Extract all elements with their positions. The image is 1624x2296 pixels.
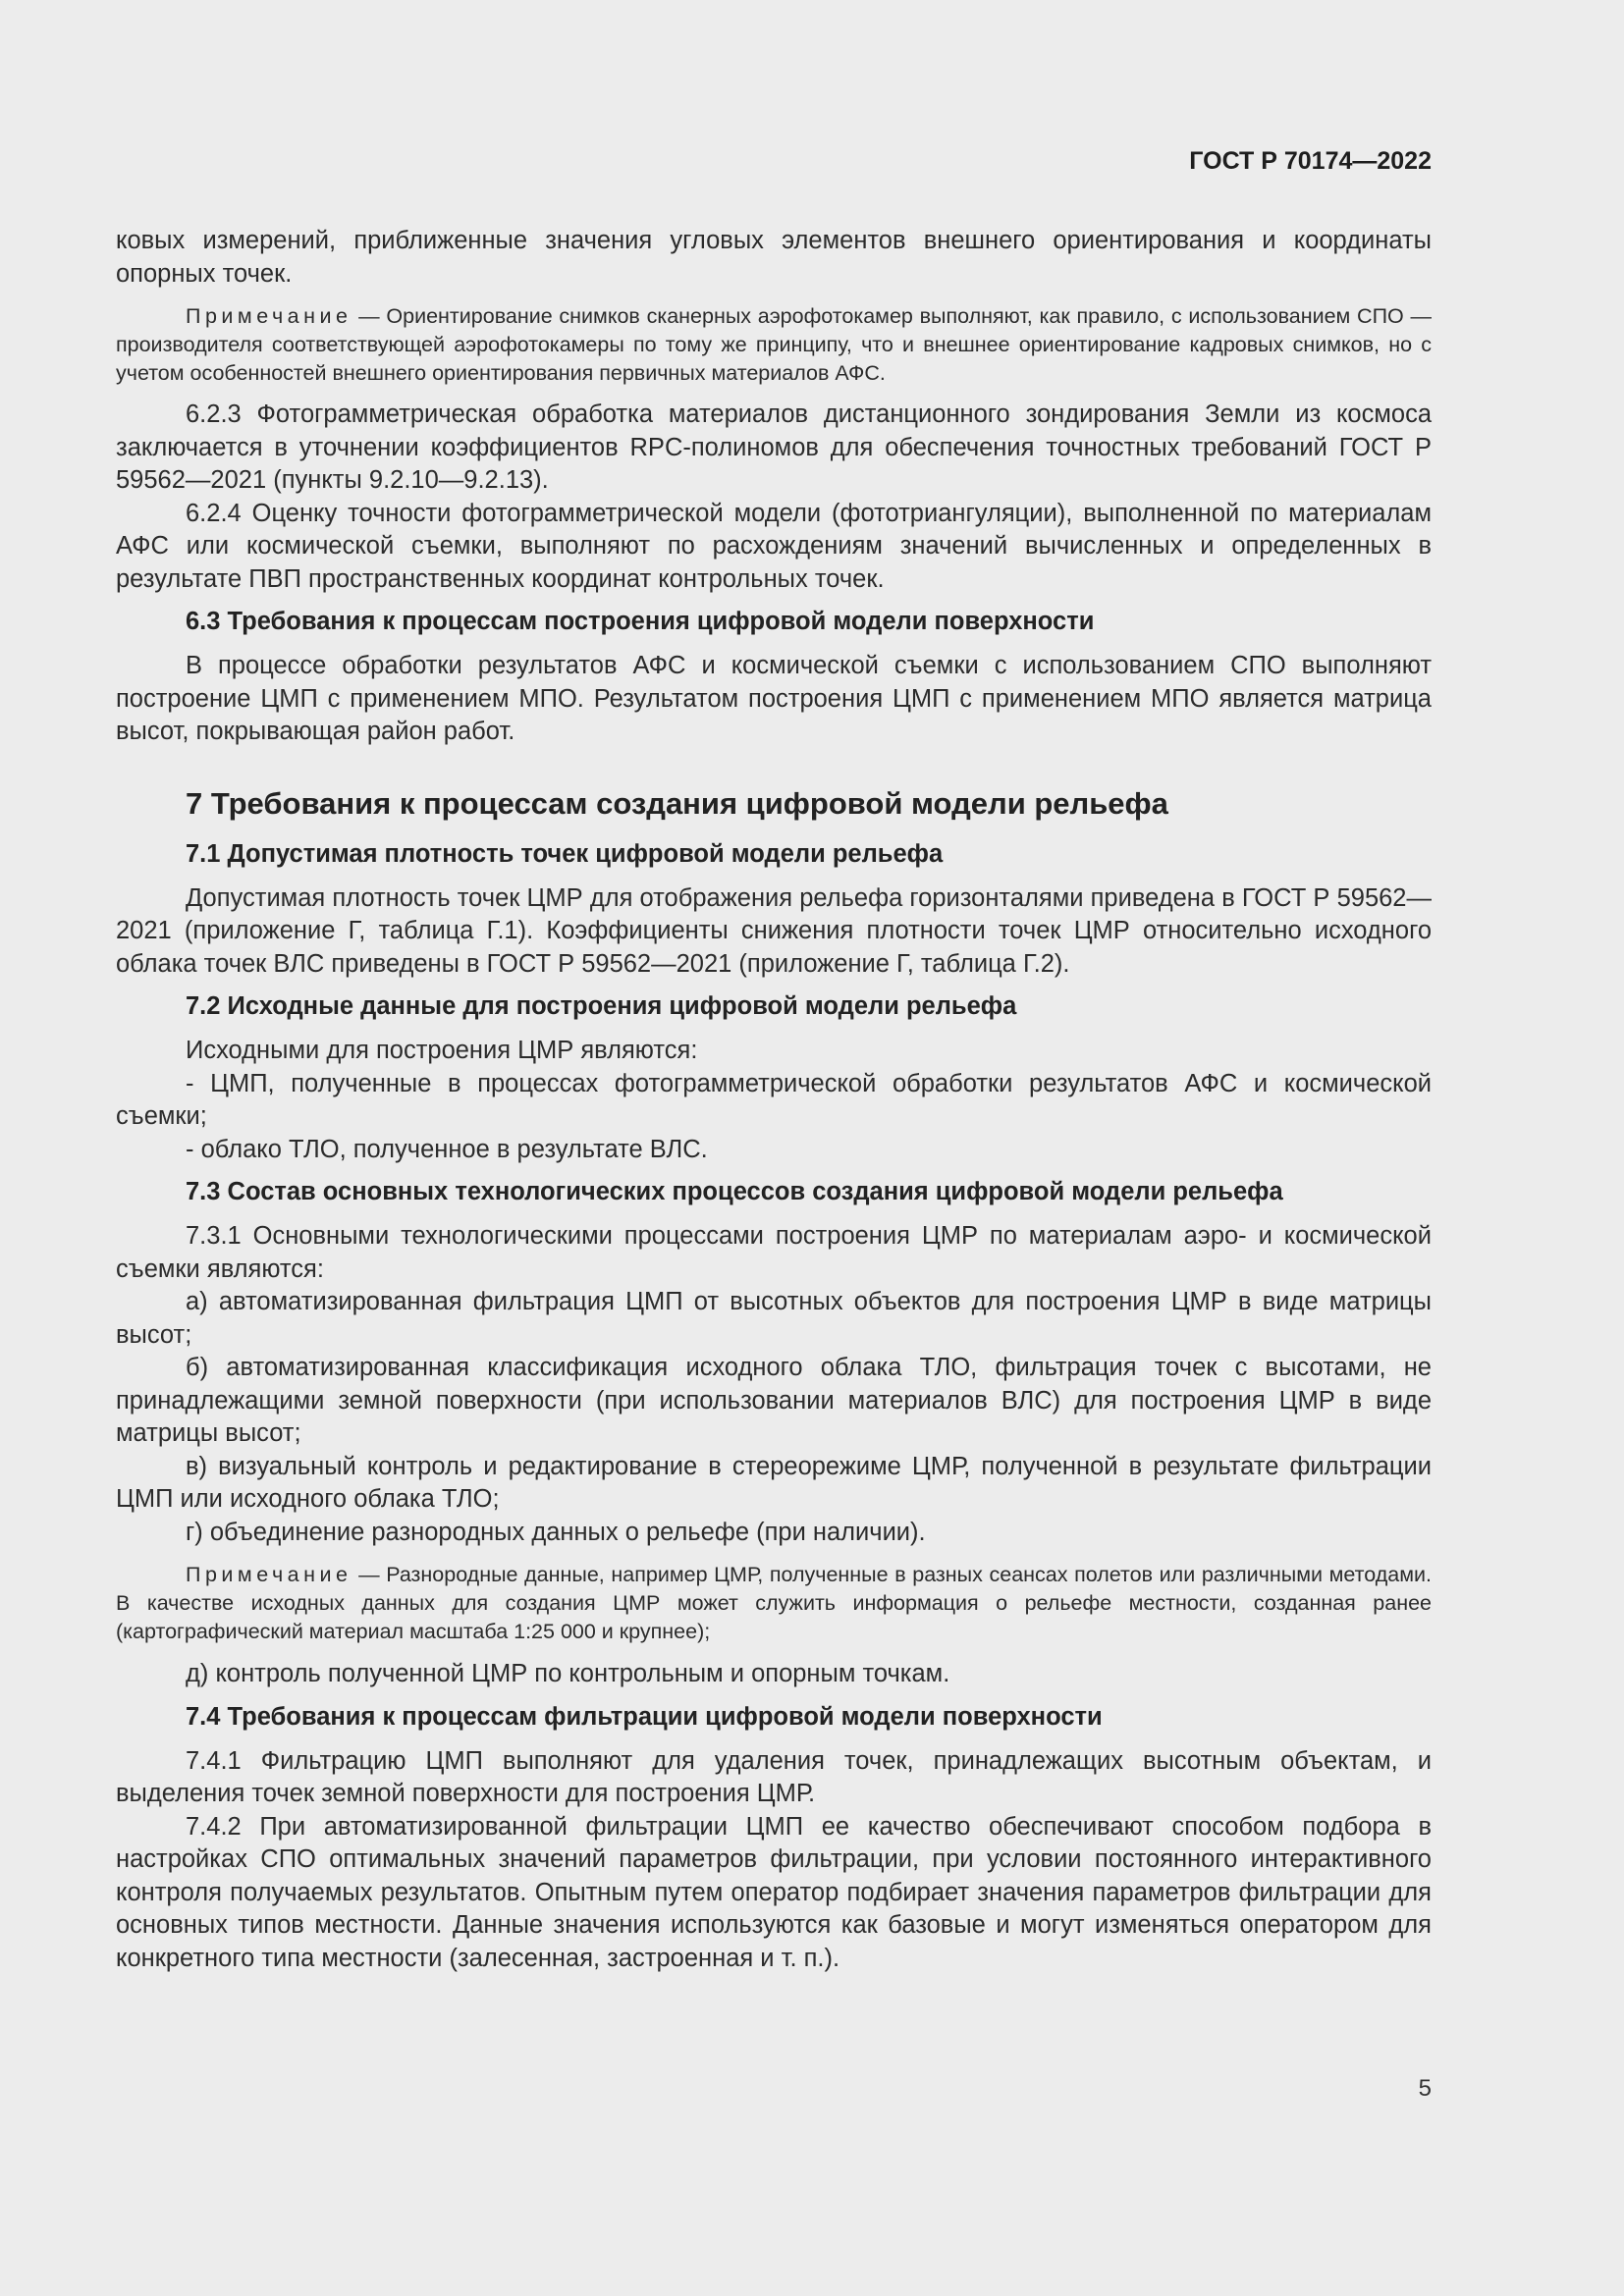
note-1-text: — Ориентирование снимков сканерных аэрофотокамер выполняют, как правило, с использованием СПО — производителя соответствующей аэрофотокамеры по тому же принципу, что и внешнее ориентирование кадровых снимков, но с учетом особенностей внешнего ориентирования первичных материалов АФС.: [116, 304, 1432, 385]
clause-6-2-4: 6.2.4 Оценку точности фотограмметрической модели (фототриангуляции), выполненной по материалам АФС или космической съемки, выполняют по расхождениям значений вычисленных и определенных в результате ПВП пространственных координат контрольных точек.: [116, 499, 1432, 593]
list-item-7-3-1-a: а) автоматизированная фильтрация ЦМП от высотных объектов для построения ЦМР в виде матрицы высот;: [116, 1288, 1432, 1349]
clause-7-1-text: Допустимая плотность точек ЦМР для отображения рельефа горизонталями приведена в ГОСТ Р 59562—2021 (приложение Г, таблица Г.1). Коэффициенты снижения плотности точек ЦМР относительно исходного облака точек ВЛС приведены в ГОСТ Р 59562—2021 (приложение Г, таблица Г.2).: [116, 883, 1432, 978]
heading-6-3: 6.3 Требования к процессам построения цифровой модели поверхности: [186, 608, 1095, 635]
list-item-7-3-1-d: г) объединение разнородных данных о рельефе (при наличии).: [186, 1518, 926, 1546]
note-2-text: — Разнородные данные, например ЦМР, полученные в разных сеансах полетов или различными методами. В качестве исходных данных для создания ЦМР может служить информация о рельефе местности, созданная ранее (картографический материал масштаба 1:25 000 и крупнее);: [116, 1563, 1432, 1643]
clause-6-3-text: В процессе обработки результатов АФС и космической съемки с использованием СПО выполняют построение ЦМП с применением МПО. Результатом построения ЦМП с применением МПО является матрица высот, покрывающая район работ.: [116, 652, 1432, 745]
heading-section-7: 7 Требования к процессам создания цифровой модели рельефа: [186, 785, 1168, 821]
note-2: [116, 1561, 1432, 1646]
clause-7-3-1: 7.3.1 Основными технологическими процессами построения ЦМР по материалам аэро- и космической съемки являются:: [116, 1222, 1432, 1283]
clause-7-2-text: Исходными для построения ЦМР являются:: [186, 1037, 698, 1064]
page-body: [116, 225, 1432, 1975]
list-item-7-2-a: - ЦМП, полученные в процессах фотограмметрической обработки результатов АФС и космической съемки;: [116, 1069, 1432, 1130]
document-id: ГОСТ Р 70174—2022: [1189, 147, 1432, 175]
list-item-7-3-1-c: в) визуальный контроль и редактирование в стереорежиме ЦМР, полученной в результате фильтрации ЦМП или исходного облака ТЛО;: [116, 1452, 1432, 1513]
heading-7-2: 7.2 Исходные данные для построения цифровой модели рельефа: [186, 992, 1017, 1020]
heading-7-3: 7.3 Состав основных технологических процессов создания цифровой модели рельефа: [186, 1178, 1283, 1205]
heading-7-1: 7.1 Допустимая плотность точек цифровой модели рельефа: [186, 839, 944, 868]
heading-7-4: 7.4 Требования к процессам фильтрации цифровой модели поверхности: [186, 1702, 1103, 1731]
list-item-7-2-b: - облако ТЛО, полученное в результате ВЛС.: [186, 1135, 708, 1163]
list-item-7-3-1-e: д) контроль полученной ЦМР по контрольным и опорным точкам.: [186, 1660, 950, 1687]
list-item-7-3-1-b: б) автоматизированная классификация исходного облака ТЛО, фильтрация точек с высотами, не принадлежащими земной поверхности (при использовании материалов ВЛС) для построения ЦМР в виде матрицы высот;: [116, 1354, 1432, 1447]
page-number: 5: [1418, 2075, 1432, 2102]
clause-7-4-2: 7.4.2 При автоматизированной фильтрации ЦМП ее качество обеспечивают способом подбора в настройках СПО оптимальных значений параметров фильтрации, при условии постоянного интерактивного контроля получаемых результатов. Опытным путем оператор подбирает значения параметров фильтрации для основных типов местности. Данные значения используются как базовые и могут изменяться оператором для конкретного типа местности (залесенная, застроенная и т. п.).: [116, 1812, 1432, 1972]
clause-7-4-1: 7.4.1 Фильтрацию ЦМП выполняют для удаления точек, принадлежащих высотным объектам, и выделения точек земной поверхности для построения ЦМР.: [116, 1746, 1432, 1807]
clause-6-2-3: 6.2.3 Фотограмметрическая обработка материалов дистанционного зондирования Земли из космоса заключается в уточнении коэффициентов RPC-полиномов для обеспечения точностных требований ГОСТ Р 59562—2021 (пункты 9.2.10—9.2.13).: [116, 400, 1432, 494]
note-1-label: Примечание: [186, 304, 352, 328]
note-2-label: Примечание: [186, 1563, 352, 1586]
paragraph-continued: ковых измерений, приближенные значения угловых элементов внешнего ориентирования и координаты опорных точек.: [116, 227, 1432, 288]
note-1: [116, 302, 1432, 388]
